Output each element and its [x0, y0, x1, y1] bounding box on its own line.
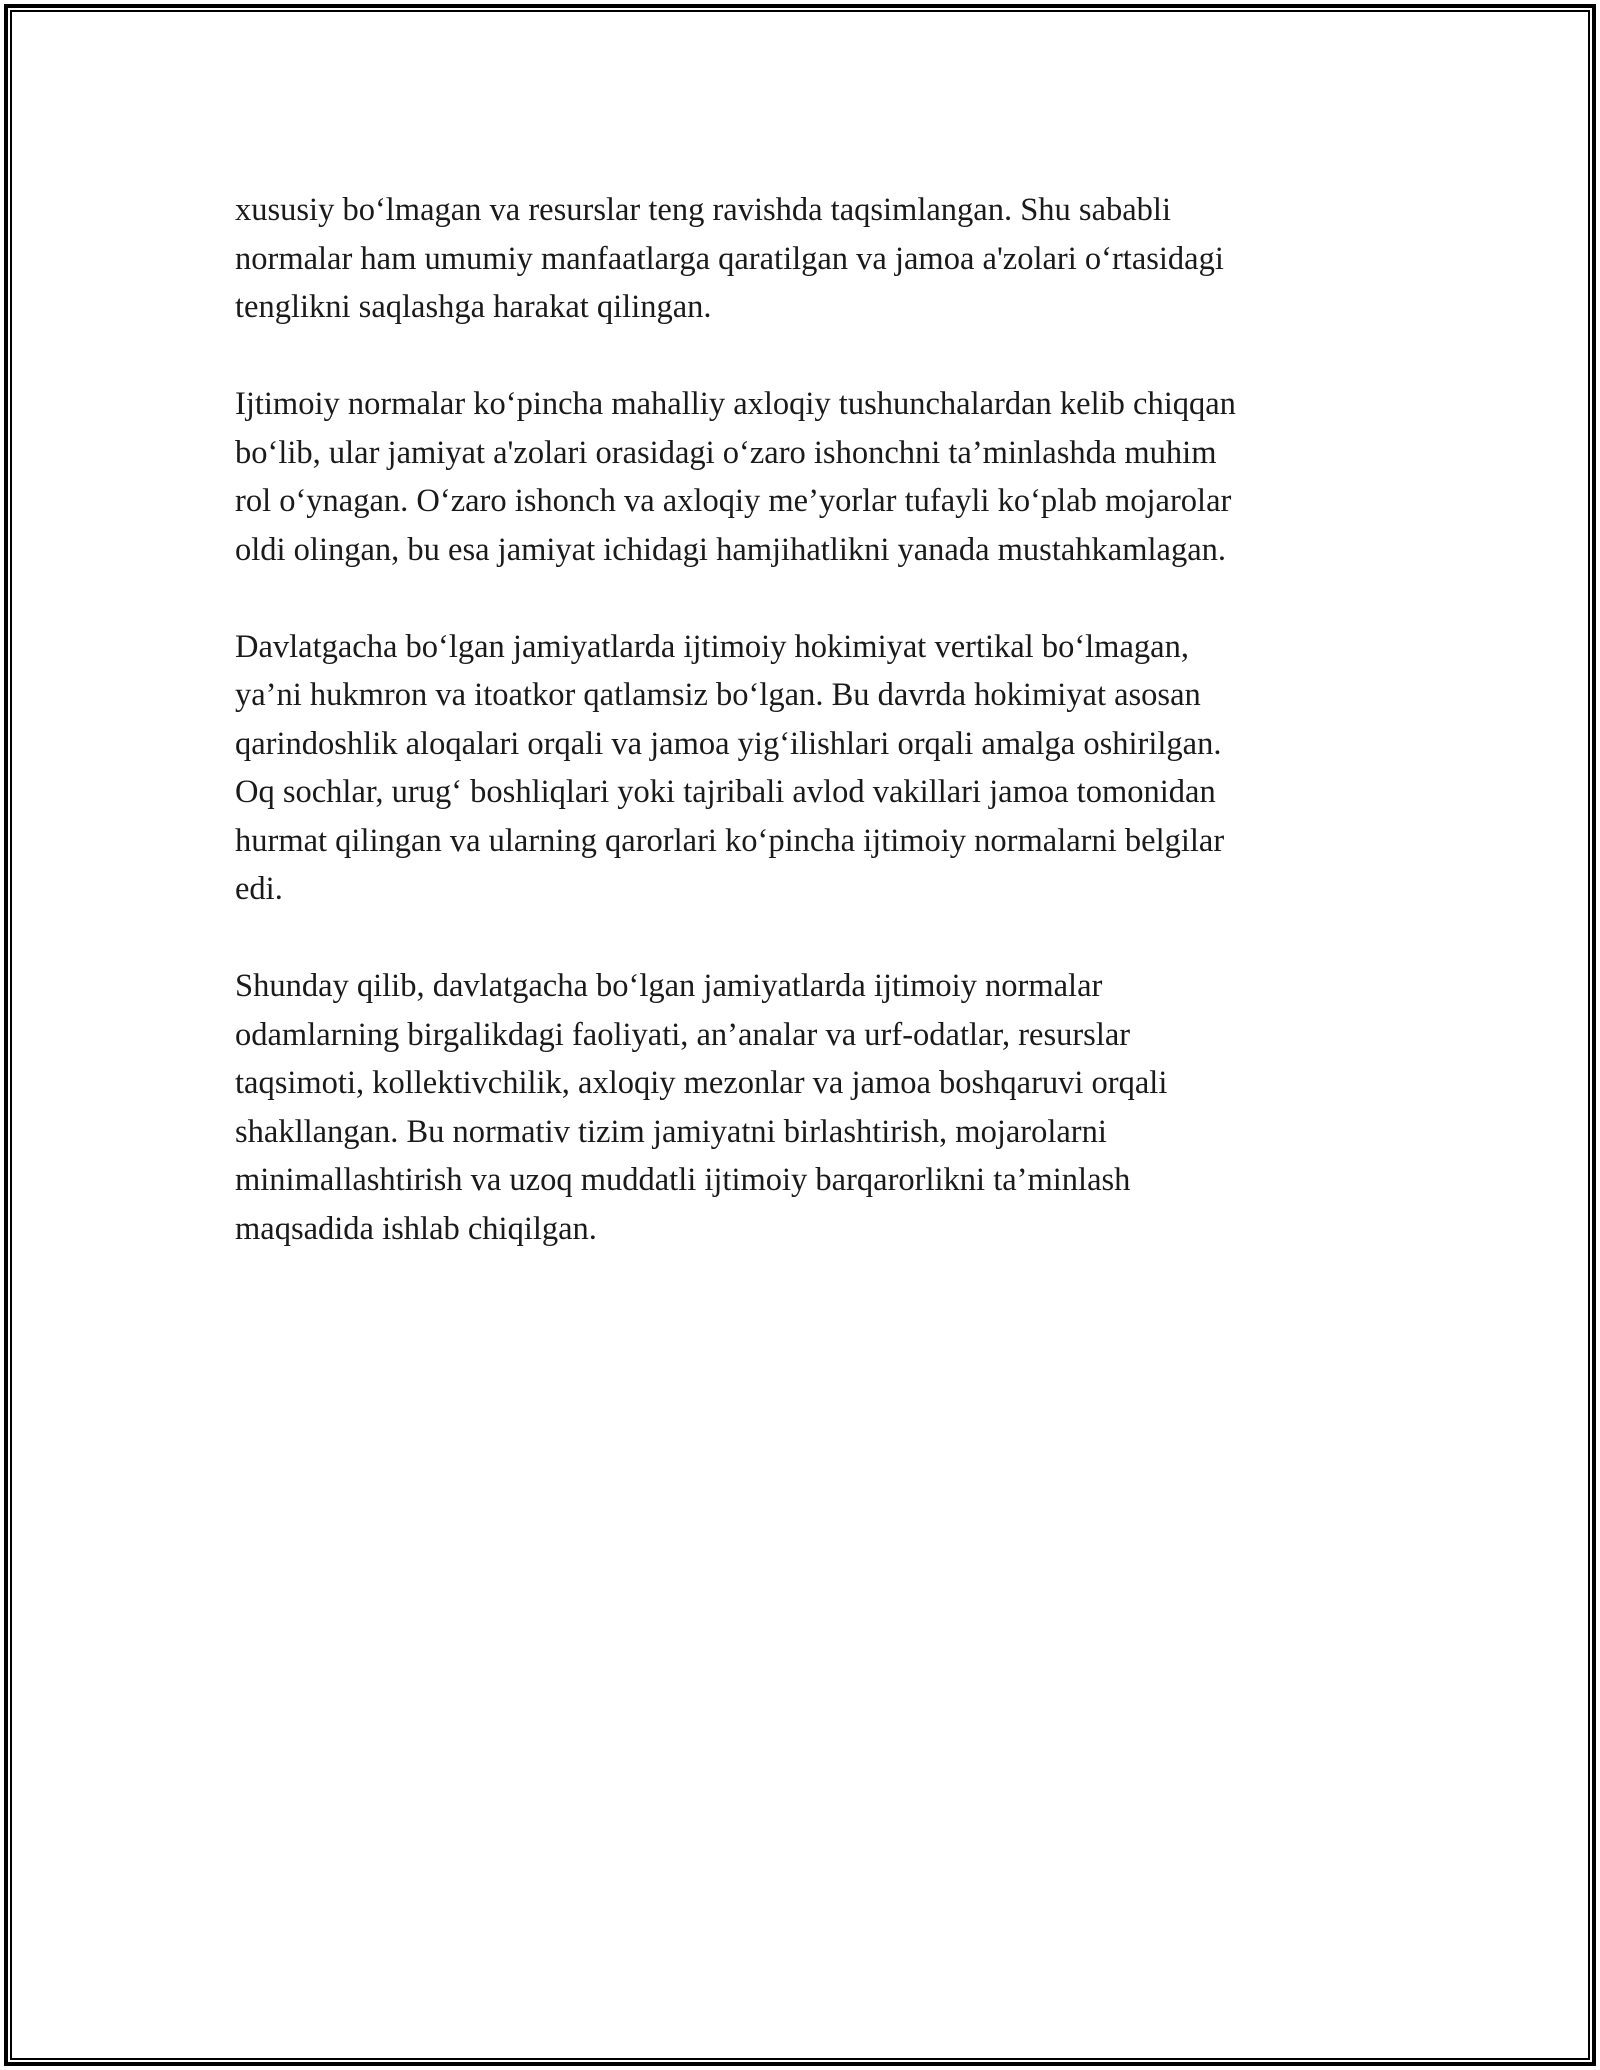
- paragraph-3: [235, 623, 1385, 914]
- text-line: xususiy bo‘lmagan va resurslar teng ravishda taqsimlangan. Shu sababli: [235, 192, 1171, 228]
- text-line: normalar ham umumiy manfaatlarga qaratilgan va jamoa a'zolari o‘rtasidagi: [235, 240, 1224, 277]
- text-line: Ijtimoiy normalar ko‘pincha mahalliy axloqiy tushunchalardan kelib chiqqan: [235, 386, 1236, 422]
- text-line: bo‘lib, ular jamiyat a'zolari orasidagi o‘zaro ishonchni ta’minlashda muhim: [235, 434, 1217, 471]
- text-line: ya’ni hukmron va itoatkor qatlamsiz bo‘lgan. Bu davrda hokimiyat asosan: [235, 677, 1201, 713]
- text-line: qarindoshlik aloqalari orqali va jamoa yig‘ilishlari orqali amalga oshirilgan.: [235, 725, 1222, 762]
- text-line: rol o‘ynagan. O‘zaro ishonch va axloqiy me’yorlar tufayli ko‘plab mojarolar: [235, 483, 1232, 519]
- text-line: oldi olingan, bu esa jamiyat ichidagi hamjihatlikni yanada mustahkamlagan.: [235, 531, 1226, 568]
- text-line: hurmat qilingan va ularning qarorlari ko‘pincha ijtimoiy normalarni belgilar: [235, 822, 1225, 859]
- paragraph-4: [235, 962, 1385, 1253]
- text-line: tenglikni saqlashga harakat qilingan.: [235, 289, 712, 325]
- text-line: Oq sochlar, urug‘ boshliqlari yoki tajribali avlod vakillari jamoa tomonidan: [235, 774, 1216, 810]
- text-line: Davlatgacha bo‘lgan jamiyatlarda ijtimoiy hokimiyat vertikal bo‘lmagan,: [235, 628, 1189, 665]
- paragraph-2: [235, 380, 1385, 574]
- document-body: [235, 186, 1385, 1302]
- text-line: taqsimoti, kollektivchilik, axloqiy mezonlar va jamoa boshqaruvi orqali: [235, 1065, 1168, 1101]
- text-line: edi.: [235, 871, 283, 907]
- paragraph-1: [235, 186, 1385, 332]
- text-line: maqsadida ishlab chiqilgan.: [235, 1210, 597, 1247]
- text-line: minimallashtirish va uzoq muddatli ijtimoiy barqarorlikni ta’minlash: [235, 1162, 1131, 1198]
- text-line: odamlarning birgalikdagi faoliyati, an’analar va urf-odatlar, resurslar: [235, 1016, 1131, 1053]
- text-line: shakllangan. Bu normativ tizim jamiyatni birlashtirish, mojarolarni: [235, 1113, 1107, 1150]
- text-line: Shunday qilib, davlatgacha bo‘lgan jamiyatlarda ijtimoiy normalar: [235, 968, 1103, 1004]
